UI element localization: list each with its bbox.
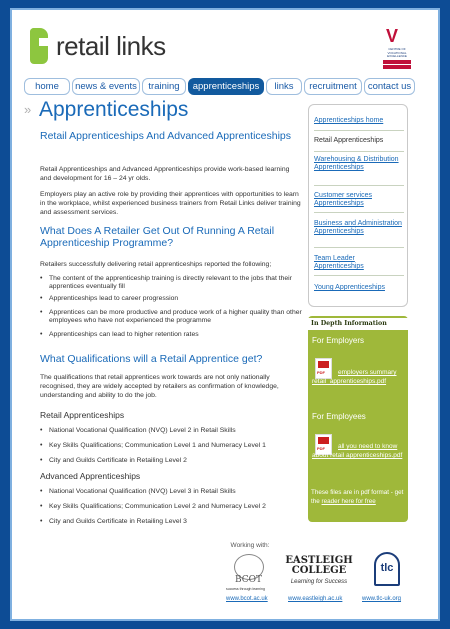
pdf-icon[interactable]: PDF [315, 358, 332, 379]
nav-training[interactable]: training [142, 78, 186, 95]
list-item: • Apprentices can be more productive and produce work of a higher quality than other employees who have not experienced the programme [40, 309, 302, 325]
side-link-customer-services[interactable]: Customer services Apprenticeships [314, 192, 372, 207]
in-depth-panel [308, 316, 408, 522]
working-with-label: Working with: [230, 542, 270, 549]
tlc-url-link[interactable]: www.tlc-uk.org [362, 596, 402, 602]
nav-links[interactable]: links [266, 78, 302, 95]
partners-footer: Working with: BCOT success through learning EASTLEIGH COLLEGE Learning for Success tlc www.bcot.ac.uk www.eastleigh.ac.uk www.tlc-uk.org [222, 542, 422, 612]
side-menu [308, 104, 408, 307]
list-item: • Key Skills Qualifications; Communication Level 2 and Numeracy Level 2 [40, 503, 302, 511]
list-item: • National Vocational Qualification (NVQ) Level 2 in Retail Skills [40, 427, 302, 435]
side-link-young-apprenticeships[interactable]: Young Apprenticeships [314, 284, 385, 291]
bcot-logo-text: BCOT [235, 575, 263, 585]
in-depth-heading: In Depth Information [308, 318, 408, 330]
for-employees-label: For Employees [312, 412, 366, 421]
paragraph: Employers play an active role by providing their apprentices with opportunities to learn in the workplace, whilst experienced business trainers from Retail Links deliver training and assessment services. [40, 191, 301, 216]
page-title: Apprenticeships [39, 98, 189, 121]
pdf-reader-note: These files are in pdf format - get the reader here for free [311, 489, 404, 505]
logo-text: retail links [56, 31, 166, 61]
centre-of-vocational-excellence-logo: V CENTRE OF VOCATIONAL EXCELLENCE [380, 26, 414, 74]
employees-pdf-link[interactable]: all you need to know about retail apprenticeships.pdf [312, 443, 403, 459]
pdf-icon[interactable]: PDF [315, 434, 332, 455]
side-link-business-admin[interactable]: Business and Administration Apprenticeships [314, 220, 402, 235]
employers-pdf-link[interactable]: employers summary retail_apprenticeships.pdf [312, 369, 397, 385]
list-item: • National Vocational Qualification (NVQ) Level 3 in Retail Skills [40, 488, 302, 496]
nav-home[interactable]: home [24, 78, 70, 95]
nav-apprenticeships[interactable]: apprenticeships [188, 78, 264, 95]
paragraph: Retail Apprenticeships and Advanced Apprenticeships provide work-based learning and development for 16 – 24 yr olds. [40, 166, 290, 182]
logo-mark-icon [26, 24, 50, 68]
section-heading: What Does A Retailer Get Out Of Running A Retail Apprenticeship Programme? [40, 225, 275, 249]
eastleigh-logo: EASTLEIGH COLLEGE [285, 555, 353, 576]
side-link-retail-current[interactable]: Retail Apprenticeships [314, 137, 384, 144]
benefits-list [40, 275, 302, 339]
list-item: • Apprenticeships lead to career progression [40, 295, 302, 303]
chevron-right-icon: » [24, 102, 32, 117]
list-item: • Apprenticeships can lead to higher retention rates [40, 331, 302, 339]
side-link-warehousing[interactable]: Warehousing & Distribution Apprenticeships [314, 156, 399, 171]
advanced-quals-list [40, 488, 302, 526]
section-heading: What Qualifications will a Retail Apprentice get? [40, 353, 263, 365]
list-item: • Key Skills Qualifications; Communication Level 1 and Numeracy Level 1 [40, 442, 302, 450]
section-heading: Retail Apprenticeships And Advanced Apprenticeships [40, 130, 292, 142]
for-employers-label: For Employers [312, 336, 365, 345]
eastleigh-url-link[interactable]: www.eastleigh.ac.uk [288, 596, 343, 602]
page-frame [10, 8, 440, 621]
retail-quals-list [40, 427, 302, 465]
subheading: Retail Apprenticeships [40, 410, 125, 420]
bcot-url-link[interactable]: www.bcot.ac.uk [226, 596, 268, 602]
subheading: Advanced Apprenticeships [40, 471, 141, 481]
paragraph: Retailers successfully delivering retail apprenticeships reported the following; [40, 261, 272, 268]
nav-recruitment[interactable]: recruitment [304, 78, 362, 95]
paragraph: The qualifications that retail apprentices work towards are not only nationally recognised, they are widely accepted by retailers as confirmation of knowledge, understanding and ability to do the job. [40, 374, 279, 399]
list-item: • City and Guilds Certificate in Retailing Level 2 [40, 457, 302, 465]
nav-news-events[interactable]: news & events [72, 78, 140, 95]
side-link-apprenticeships-home[interactable]: Apprenticeships home [314, 117, 384, 124]
side-link-team-leader[interactable]: Team Leader Apprenticeships [314, 255, 364, 270]
tlc-logo: tlc [374, 552, 400, 586]
list-item: • The content of the apprenticeship training is directly relevant to the jobs that their apprentices eventually fill [40, 275, 302, 291]
nav-contact-us[interactable]: contact us [364, 78, 415, 95]
pdf-reader-link[interactable]: reader here for free [321, 498, 376, 505]
list-item: • City and Guilds Certificate in Retailing Level 3 [40, 518, 302, 526]
